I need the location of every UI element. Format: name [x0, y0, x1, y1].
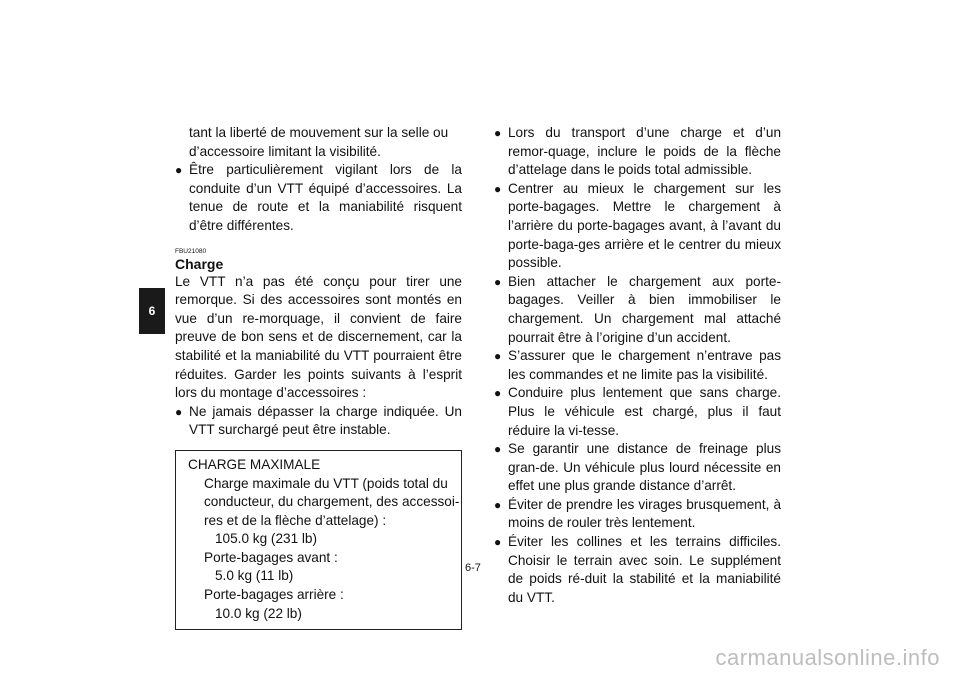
list-item	[494, 124, 781, 180]
bullet-icon: ●	[494, 442, 502, 457]
list-item-text: Conduire plus lentement que sans charge. Plus le véhicule est chargé, plus il faut réduire la vi-tesse.	[508, 385, 781, 438]
bullet-icon: ●	[494, 349, 502, 364]
bullet-icon: ●	[175, 163, 183, 178]
section-heading: Charge	[175, 255, 224, 272]
chapter-number: 6	[148, 304, 156, 318]
list-item-text: Éviter de prendre les virages brusquement, à moins de rouler très lentement.	[508, 496, 781, 531]
right-column	[494, 124, 781, 607]
spec-desc-line-2: conducteur, du chargement, des accessoi-	[204, 494, 460, 510]
chapter-tab	[139, 288, 165, 334]
bullet-icon: ●	[175, 404, 183, 419]
list-item-text: Se garantir une distance de freinage plus gran-de. Un véhicule plus lourd nécessite en effet une plus grande distance d’arrêt.	[508, 441, 781, 494]
list-item	[494, 347, 781, 384]
section-paragraph: Le VTT n’a pas été conçu pour tirer une remorque. Si des accessoires sont montés en vue d’un re-morquage, il convient de faire preuve de bon sens et de discernement, car la stabilité et la maniabilité du VTT pourraient être réduites. Garder les points suivants à l’esprit lors du montage d’accessoires :	[175, 273, 462, 401]
list-item	[494, 180, 781, 273]
spec-title: CHARGE MAXIMALE	[188, 456, 321, 472]
list-item-text: Centrer au mieux le chargement sur les porte-bagages. Mettre le chargement à l’arrière du porte-bagages avant, à l’avant du porte-baga-ges arrière et le centrer du mieux possible.	[508, 180, 781, 271]
list-item-text: Être particulièrement vigilant lors de la conduite d’un VTT équipé d’accessoires. La tenue de route et la maniabilité risquent d’être différentes.	[189, 162, 462, 233]
section-code: FBU21080	[175, 247, 207, 255]
list-item	[494, 273, 781, 347]
max-load-spec-box	[175, 450, 462, 630]
list-item-text: S’assurer que le chargement n’entrave pas les commandes et ne limite pas la visibilité.	[508, 348, 781, 382]
list-item	[494, 496, 781, 533]
spec-rear-value: 10.0 kg (22 lb)	[215, 605, 302, 621]
left-column	[175, 124, 462, 630]
spec-desc-line-1: Charge maximale du VTT (poids total du	[204, 475, 448, 491]
continuation-line-1: tant la liberté de mouvement sur la selle ou	[189, 125, 449, 140]
list-item	[175, 161, 462, 235]
list-item-text: Lors du transport d’une charge et d’un remor-quage, inclure le poids de la flèche d’attelage dans le poids total admissible.	[508, 125, 781, 178]
list-item	[175, 403, 462, 440]
bullet-icon: ●	[494, 181, 502, 196]
spec-rear-label: Porte-bagages arrière :	[204, 587, 344, 603]
spec-max-value: 105.0 kg (231 lb)	[215, 531, 318, 547]
spec-front-value: 5.0 kg (11 lb)	[215, 568, 294, 584]
bullet-icon: ●	[494, 126, 502, 140]
list-item-text: Ne jamais dépasser la charge indiquée. Un VTT surchargé peut être instable.	[189, 403, 462, 438]
watermark: carmanualsonline.info	[715, 645, 940, 670]
bullet-icon: ●	[494, 386, 502, 401]
list-item	[494, 440, 781, 496]
list-item-text: Bien attacher le chargement aux porte-bagages. Veiller à bien immobiliser le chargement. Un chargement mal attaché pourrait être à l’origine d’un accident.	[508, 273, 781, 345]
bullet-icon: ●	[494, 497, 502, 512]
bullet-icon: ●	[494, 274, 502, 289]
spec-front-label: Porte-bagages avant :	[204, 549, 338, 565]
continuation-line-2: d’accessoire limitant la visibilité.	[189, 143, 381, 159]
page-number: 6-7	[465, 562, 481, 574]
bullet-icon: ●	[494, 535, 502, 550]
spec-desc-line-3: res et de la flèche d’attelage) :	[204, 512, 387, 528]
list-item	[494, 384, 781, 440]
list-item	[494, 533, 781, 607]
list-item-text: Éviter les collines et les terrains difficiles. Choisir le terrain avec soin. Le supplément de poids ré-duit la stabilité et la maniabilité du VTT.	[508, 534, 781, 605]
